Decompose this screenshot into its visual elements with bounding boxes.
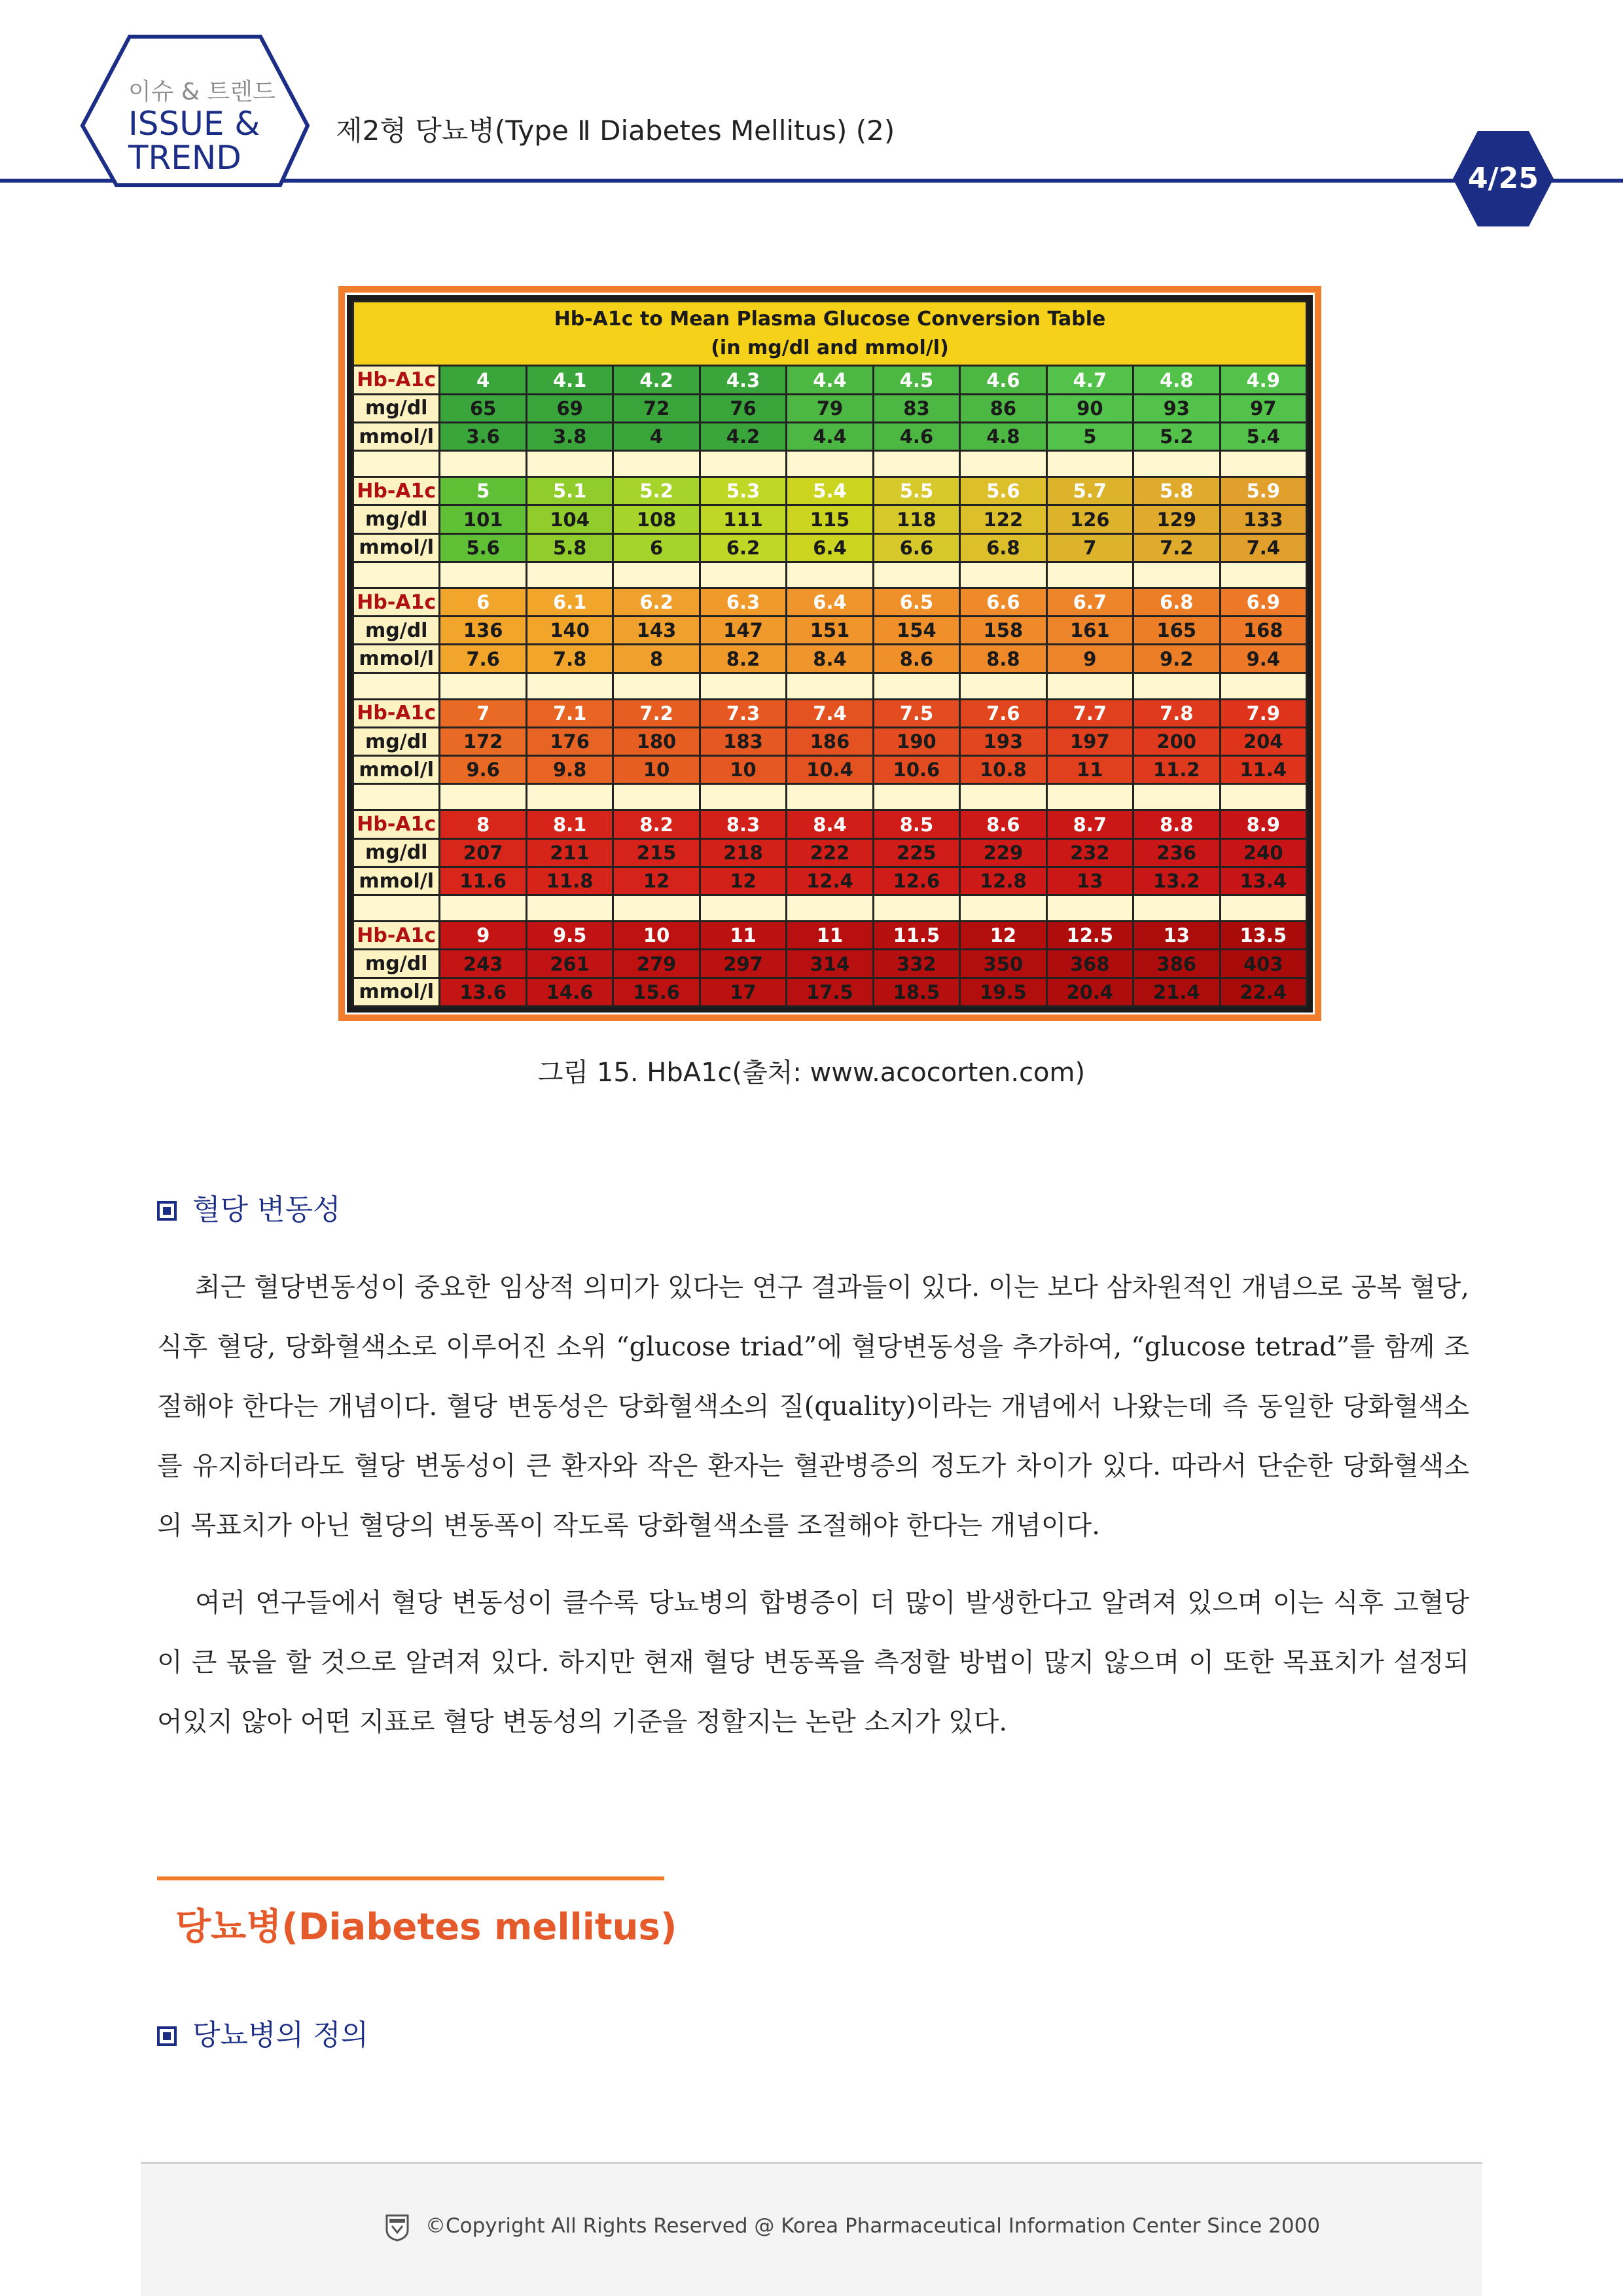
table-cell: 8.9	[1220, 810, 1306, 838]
table-cell: 76	[700, 394, 786, 422]
table-cell: 7.3	[700, 699, 786, 727]
table-cell: 5	[440, 477, 526, 505]
table-cell: 5.1	[526, 477, 613, 505]
table-cell: 11.2	[1133, 756, 1220, 784]
separator-cell	[1220, 673, 1306, 699]
table-cell: 5.5	[873, 477, 959, 505]
table-cell: 126	[1046, 505, 1133, 533]
table-cell: 122	[960, 505, 1046, 533]
separator-cell	[526, 562, 613, 588]
table-cell: 17	[700, 978, 786, 1006]
table-cell: 72	[613, 394, 700, 422]
page-number: 4/25	[1468, 162, 1539, 195]
table-cell: 93	[1133, 394, 1220, 422]
table-cell: 4.6	[960, 366, 1046, 394]
table-cell: 65	[440, 394, 526, 422]
conversion-table	[352, 300, 1308, 1007]
table-cell: 11.4	[1220, 756, 1306, 784]
table-cell: 176	[526, 727, 613, 755]
table-cell: 7	[440, 699, 526, 727]
row-label: mg/dl	[353, 505, 440, 533]
table-cell: 11.8	[526, 867, 613, 895]
separator-cell	[1046, 895, 1133, 922]
table-cell: 6.2	[613, 588, 700, 616]
table-row	[353, 645, 1307, 673]
separator-cell	[787, 673, 873, 699]
table-cell: 161	[1046, 617, 1133, 645]
table-cell: 4.1	[526, 366, 613, 394]
table-cell: 10.6	[873, 756, 959, 784]
table-cell: 368	[1046, 950, 1133, 978]
separator-cell	[613, 673, 700, 699]
row-label: Hb-A1c	[353, 588, 440, 616]
table-cell: 13	[1133, 922, 1220, 950]
table-row	[353, 366, 1307, 394]
separator-cell	[960, 673, 1046, 699]
separator-cell	[700, 562, 786, 588]
table-cell: 6.1	[526, 588, 613, 616]
table-cell: 15.6	[613, 978, 700, 1006]
table-cell: 240	[1220, 838, 1306, 867]
table-cell: 14.6	[526, 978, 613, 1006]
table-cell: 108	[613, 505, 700, 533]
separator-cell	[1046, 784, 1133, 810]
table-cell: 5.8	[526, 533, 613, 562]
separator-cell	[1220, 895, 1306, 922]
section-heading-text: 혈당 변동성	[192, 1193, 341, 1227]
table-cell: 104	[526, 505, 613, 533]
table-cell: 5.3	[700, 477, 786, 505]
table-cell: 279	[613, 950, 700, 978]
table-cell: 13.5	[1220, 922, 1306, 950]
table-cell: 12.6	[873, 867, 959, 895]
table-row	[353, 422, 1307, 450]
table-row	[353, 810, 1307, 838]
table-cell: 5.6	[960, 477, 1046, 505]
table-cell: 7.7	[1046, 699, 1133, 727]
table-cell: 10	[700, 756, 786, 784]
separator-cell	[526, 784, 613, 810]
table-cell: 6.7	[1046, 588, 1133, 616]
table-cell: 154	[873, 617, 959, 645]
table-cell: 7.1	[526, 699, 613, 727]
table-cell: 4.4	[787, 366, 873, 394]
table-cell: 4.5	[873, 366, 959, 394]
table-cell: 21.4	[1133, 978, 1220, 1006]
table-cell: 6.4	[787, 588, 873, 616]
table-cell: 69	[526, 394, 613, 422]
separator-cell	[1046, 673, 1133, 699]
separator-cell	[440, 451, 526, 477]
table-cell: 350	[960, 950, 1046, 978]
separator-cell	[613, 562, 700, 588]
table-cell: 6.9	[1220, 588, 1306, 616]
table-cell: 314	[787, 950, 873, 978]
table-cell: 11.6	[440, 867, 526, 895]
separator-cell	[1046, 451, 1133, 477]
table-cell: 115	[787, 505, 873, 533]
logo-text-line2: TREND	[128, 139, 241, 177]
table-cell: 5.9	[1220, 477, 1306, 505]
table-cell: 297	[700, 950, 786, 978]
section-title-diabetes: 당뇨병(Diabetes mellitus)	[175, 1906, 677, 1948]
table-cell: 8.2	[613, 810, 700, 838]
separator-cell	[526, 673, 613, 699]
row-label: mmol/l	[353, 978, 440, 1006]
figure-caption: 그림 15. HbA1c(출처: www.acocorten.com)	[537, 1058, 1086, 1088]
table-cell: 158	[960, 617, 1046, 645]
separator-cell	[440, 784, 526, 810]
logo-small-text: 이슈 & 트렌드	[128, 79, 276, 105]
row-label: mg/dl	[353, 617, 440, 645]
table-cell: 11	[787, 922, 873, 950]
separator-cell	[960, 562, 1046, 588]
table-cell: 232	[1046, 838, 1133, 867]
document-title: 제2형 당뇨병(Type Ⅱ Diabetes Mellitus) (2)	[336, 115, 895, 147]
table-cell: 5.8	[1133, 477, 1220, 505]
table-cell: 4.9	[1220, 366, 1306, 394]
table-cell: 7.2	[1133, 533, 1220, 562]
table-cell: 5	[1046, 422, 1133, 450]
table-cell: 8.8	[960, 645, 1046, 673]
table-cell: 9	[1046, 645, 1133, 673]
table-cell: 218	[700, 838, 786, 867]
table-cell: 5.6	[440, 533, 526, 562]
table-row	[353, 756, 1307, 784]
separator-cell	[960, 784, 1046, 810]
logo-text-line1: ISSUE &	[128, 105, 260, 143]
table-cell: 11	[1046, 756, 1133, 784]
row-label: mmol/l	[353, 645, 440, 673]
table-cell: 6.6	[873, 533, 959, 562]
table-cell: 6.3	[700, 588, 786, 616]
separator-cell	[440, 895, 526, 922]
table-cell: 204	[1220, 727, 1306, 755]
table-cell: 6	[613, 533, 700, 562]
table-cell: 12	[613, 867, 700, 895]
table-cell: 12.4	[787, 867, 873, 895]
separator-cell	[440, 562, 526, 588]
table-cell: 4.2	[613, 366, 700, 394]
table-cell: 118	[873, 505, 959, 533]
table-cell: 7.2	[613, 699, 700, 727]
table-cell: 6.2	[700, 533, 786, 562]
section-title-rule	[157, 1876, 664, 1880]
table-cell: 9.2	[1133, 645, 1220, 673]
separator-cell	[353, 562, 440, 588]
table-cell: 7.6	[440, 645, 526, 673]
separator-cell	[353, 895, 440, 922]
table-cell: 4	[440, 366, 526, 394]
table-cell: 97	[1220, 394, 1306, 422]
table-cell: 6	[440, 588, 526, 616]
table-cell: 168	[1220, 617, 1306, 645]
separator-cell	[613, 784, 700, 810]
table-cell: 147	[700, 617, 786, 645]
table-cell: 243	[440, 950, 526, 978]
table-cell: 8	[613, 645, 700, 673]
table-title-line2: (in mg/dl and mmol/l)	[711, 336, 949, 359]
row-label: mg/dl	[353, 394, 440, 422]
separator-cell	[700, 451, 786, 477]
table-row	[353, 950, 1307, 978]
table-cell: 143	[613, 617, 700, 645]
table-cell: 8.4	[787, 645, 873, 673]
separator-cell	[1133, 673, 1220, 699]
separator-cell	[873, 895, 959, 922]
separator-cell	[960, 895, 1046, 922]
table-row	[353, 727, 1307, 755]
table-cell: 4.4	[787, 422, 873, 450]
separator-cell	[1220, 784, 1306, 810]
table-title-line1: Hb-A1c to Mean Plasma Glucose Conversion Table	[554, 307, 1106, 331]
table-cell: 236	[1133, 838, 1220, 867]
table-cell: 3.6	[440, 422, 526, 450]
table-cell: 7.4	[787, 699, 873, 727]
separator-cell	[1220, 451, 1306, 477]
section-heading-definition	[157, 2011, 368, 2053]
separator-cell	[1046, 562, 1133, 588]
table-cell: 7.8	[526, 645, 613, 673]
table-cell: 6.4	[787, 533, 873, 562]
table-cell: 6.8	[1133, 588, 1220, 616]
table-cell: 90	[1046, 394, 1133, 422]
table-cell: 200	[1133, 727, 1220, 755]
table-cell: 4.6	[873, 422, 959, 450]
row-label: mg/dl	[353, 727, 440, 755]
table-cell: 22.4	[1220, 978, 1306, 1006]
table-cell: 403	[1220, 950, 1306, 978]
table-cell: 4.8	[1133, 366, 1220, 394]
table-cell: 12.5	[1046, 922, 1133, 950]
table-cell: 6.6	[960, 588, 1046, 616]
table-cell: 11	[700, 922, 786, 950]
separator-cell	[873, 451, 959, 477]
separator-cell	[700, 895, 786, 922]
table-cell: 186	[787, 727, 873, 755]
table-cell: 7.8	[1133, 699, 1220, 727]
separator-cell	[787, 562, 873, 588]
table-cell: 229	[960, 838, 1046, 867]
table-cell: 9.6	[440, 756, 526, 784]
table-cell: 332	[873, 950, 959, 978]
table-cell: 101	[440, 505, 526, 533]
table-cell: 7.9	[1220, 699, 1306, 727]
paragraph-2: 여러 연구들에서 혈당 변동성이 클수록 당뇨병의 합병증이 더 많이 발생한다고 알려져 있으며 이는 식후 고혈당이 큰 몫을 할 것으로 알려져 있다. 하지만 현재 혈당 변동폭을 측정할 방법이 많지 않으며 이 또한 목표치가 설정되어있지 않아 어떤 지표로 혈당 변동성의 기준을 정할지는 논란 소지가 있다.	[157, 1588, 1469, 1737]
table-cell: 8.6	[873, 645, 959, 673]
table-cell: 20.4	[1046, 978, 1133, 1006]
table-cell: 165	[1133, 617, 1220, 645]
table-title	[353, 302, 1307, 366]
row-label: mmol/l	[353, 867, 440, 895]
table-cell: 8.6	[960, 810, 1046, 838]
table-cell: 151	[787, 617, 873, 645]
table-cell: 5.7	[1046, 477, 1133, 505]
table-cell: 7.5	[873, 699, 959, 727]
separator-cell	[353, 673, 440, 699]
table-row	[353, 505, 1307, 533]
table-cell: 86	[960, 394, 1046, 422]
table-cell: 3.8	[526, 422, 613, 450]
table-cell: 8.2	[700, 645, 786, 673]
row-label: Hb-A1c	[353, 922, 440, 950]
table-cell: 9	[440, 922, 526, 950]
separator-cell	[960, 451, 1046, 477]
table-cell: 8.1	[526, 810, 613, 838]
row-label: mmol/l	[353, 422, 440, 450]
table-cell: 19.5	[960, 978, 1046, 1006]
kpic-logo-icon	[383, 2213, 412, 2242]
table-cell: 4.2	[700, 422, 786, 450]
section-heading-glucose-variability	[157, 1186, 341, 1228]
table-row	[353, 922, 1307, 950]
table-cell: 193	[960, 727, 1046, 755]
row-label: mg/dl	[353, 838, 440, 867]
table-cell: 4.3	[700, 366, 786, 394]
table-cell: 7.6	[960, 699, 1046, 727]
separator-cell	[1133, 895, 1220, 922]
conversion-table-image	[347, 295, 1313, 1013]
table-cell: 7.4	[1220, 533, 1306, 562]
table-cell: 133	[1220, 505, 1306, 533]
bullet-square-icon	[157, 1201, 177, 1221]
table-cell: 5.2	[613, 477, 700, 505]
table-row	[353, 477, 1307, 505]
table-cell: 140	[526, 617, 613, 645]
footer-copyright: ©Copyright All Rights Reserved @ Korea Pharmaceutical Information Center Since 2000	[425, 2214, 1321, 2238]
table-row	[353, 838, 1307, 867]
separator-cell	[1133, 784, 1220, 810]
table-row	[353, 867, 1307, 895]
table-cell: 5.4	[1220, 422, 1306, 450]
table-cell: 5.4	[787, 477, 873, 505]
table-cell: 172	[440, 727, 526, 755]
table-cell: 183	[700, 727, 786, 755]
table-cell: 13.2	[1133, 867, 1220, 895]
separator-cell	[613, 451, 700, 477]
table-cell: 129	[1133, 505, 1220, 533]
row-label: mg/dl	[353, 950, 440, 978]
row-label: mmol/l	[353, 533, 440, 562]
table-row	[353, 394, 1307, 422]
table-cell: 386	[1133, 950, 1220, 978]
table-cell: 10	[613, 922, 700, 950]
table-cell: 8.4	[787, 810, 873, 838]
table-cell: 211	[526, 838, 613, 867]
row-label: Hb-A1c	[353, 477, 440, 505]
separator-cell	[873, 673, 959, 699]
table-cell: 18.5	[873, 978, 959, 1006]
separator-cell	[700, 784, 786, 810]
table-cell: 180	[613, 727, 700, 755]
separator-cell	[353, 784, 440, 810]
table-cell: 136	[440, 617, 526, 645]
table-cell: 215	[613, 838, 700, 867]
table-cell: 225	[873, 838, 959, 867]
separator-cell	[1133, 562, 1220, 588]
separator-cell	[1133, 451, 1220, 477]
table-cell: 190	[873, 727, 959, 755]
row-label: Hb-A1c	[353, 699, 440, 727]
separator-cell	[1220, 562, 1306, 588]
table-cell: 13	[1046, 867, 1133, 895]
separator-cell	[873, 784, 959, 810]
table-cell: 12	[960, 922, 1046, 950]
table-cell: 13.6	[440, 978, 526, 1006]
table-row	[353, 617, 1307, 645]
table-cell: 9.8	[526, 756, 613, 784]
table-cell: 79	[787, 394, 873, 422]
separator-cell	[353, 451, 440, 477]
table-cell: 10	[613, 756, 700, 784]
table-cell: 4.7	[1046, 366, 1133, 394]
separator-cell	[526, 451, 613, 477]
table-cell: 8.7	[1046, 810, 1133, 838]
table-row	[353, 588, 1307, 616]
table-cell: 7	[1046, 533, 1133, 562]
table-cell: 9.5	[526, 922, 613, 950]
table-cell: 83	[873, 394, 959, 422]
table-cell: 17.5	[787, 978, 873, 1006]
table-row	[353, 978, 1307, 1006]
table-row	[353, 533, 1307, 562]
table-cell: 197	[1046, 727, 1133, 755]
separator-cell	[440, 673, 526, 699]
separator-cell	[526, 895, 613, 922]
table-cell: 6.8	[960, 533, 1046, 562]
table-cell: 10.4	[787, 756, 873, 784]
table-cell: 10.8	[960, 756, 1046, 784]
table-cell: 12.8	[960, 867, 1046, 895]
separator-cell	[613, 895, 700, 922]
paragraph-1: 최근 혈당변동성이 중요한 임상적 의미가 있다는 연구 결과들이 있다. 이는 보다 삼차원적인 개념으로 공복 혈당, 식후 혈당, 당화혈색소로 이루어진 소위 “glucose triad”에 혈당변동성을 추가하여, “glucose tetrad”를 함께 조절해야 한다는 개념이다. 혈당 변동성은 당화혈색소의 질(quality)이라는 개념에서 나왔는데 즉 동일한 당화혈색소를 유지하더라도 혈당 변동성이 큰 환자와 작은 환자는 혈관병증의 정도가 차이가 있다. 따라서 단순한 당화혈색소의 목표치가 아닌 혈당의 변동폭이 작도록 당화혈색소를 조절해야 한다는 개념이다.	[157, 1272, 1469, 1541]
separator-cell	[787, 784, 873, 810]
table-cell: 12	[700, 867, 786, 895]
row-label: Hb-A1c	[353, 366, 440, 394]
separator-cell	[873, 562, 959, 588]
section-heading-text: 당뇨병의 정의	[192, 2018, 369, 2052]
table-cell: 8	[440, 810, 526, 838]
separator-cell	[787, 451, 873, 477]
row-label: mmol/l	[353, 756, 440, 784]
table-cell: 6.5	[873, 588, 959, 616]
table-cell: 261	[526, 950, 613, 978]
bullet-square-icon	[157, 2026, 177, 2046]
table-cell: 5.2	[1133, 422, 1220, 450]
table-row	[353, 699, 1307, 727]
separator-cell	[787, 895, 873, 922]
table-cell: 8.5	[873, 810, 959, 838]
separator-cell	[700, 673, 786, 699]
table-cell: 4.8	[960, 422, 1046, 450]
table-cell: 4	[613, 422, 700, 450]
table-cell: 222	[787, 838, 873, 867]
table-cell: 8.8	[1133, 810, 1220, 838]
table-cell: 13.4	[1220, 867, 1306, 895]
table-cell: 111	[700, 505, 786, 533]
table-cell: 9.4	[1220, 645, 1306, 673]
table-cell: 11.5	[873, 922, 959, 950]
table-cell: 207	[440, 838, 526, 867]
row-label: Hb-A1c	[353, 810, 440, 838]
table-cell: 8.3	[700, 810, 786, 838]
